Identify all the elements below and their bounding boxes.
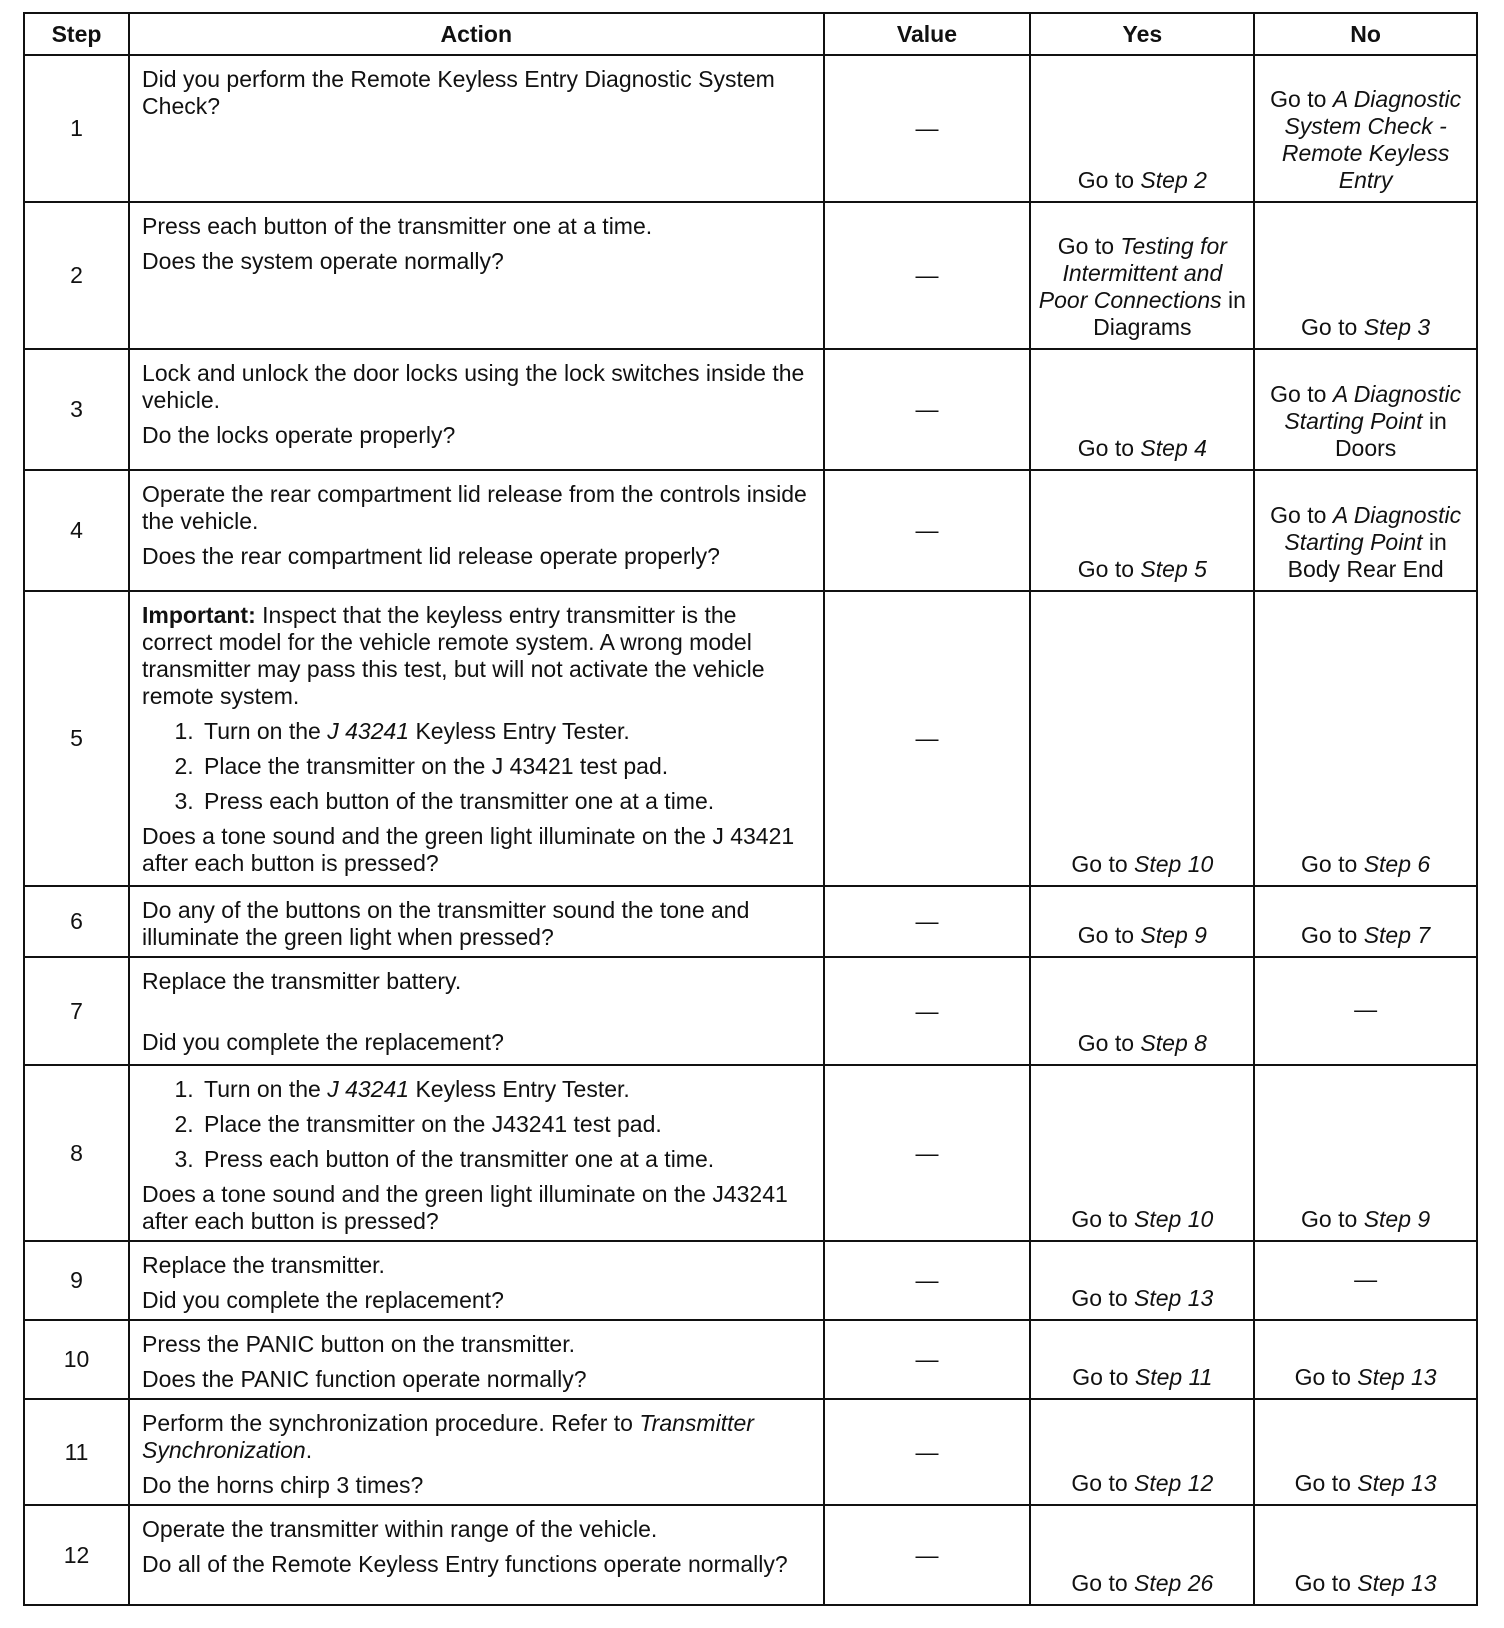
no-cell [1254, 591, 1477, 886]
value-cell: — [824, 1241, 1031, 1320]
yes-cell [1030, 1241, 1254, 1320]
table-row-7 [24, 957, 1477, 1065]
yes-step-link[interactable]: Step 11 [1134, 1364, 1213, 1390]
step-number: 6 [24, 886, 129, 957]
action-text: Replace the transmitter battery. [142, 968, 462, 994]
no-step-link[interactable]: Step 13 [1357, 1570, 1437, 1596]
yes-prefix: Go to [1071, 851, 1135, 877]
no-prefix: Go to [1301, 922, 1364, 948]
action-question: Do all of the Remote Keyless Entry functions operate normally? [142, 1551, 788, 1577]
no-cell [1254, 1065, 1477, 1241]
no-cell [1254, 1399, 1477, 1505]
procedure-item [200, 1146, 812, 1173]
action-cell [129, 1505, 823, 1605]
no-step-link[interactable]: Step 3 [1363, 314, 1431, 340]
no-cell [1254, 470, 1477, 591]
diagnostic-table [23, 12, 1478, 1606]
procedure-item [200, 1111, 812, 1138]
action-cell [129, 886, 823, 957]
no-suffix: in Body Rear End [1287, 529, 1447, 582]
no-step-link[interactable]: Step 6 [1363, 851, 1431, 877]
yes-step-link[interactable]: Testing for Intermittent and Poor Connections [1038, 233, 1227, 313]
no-cell: — [1254, 1241, 1477, 1320]
no-cell [1254, 202, 1477, 349]
important-note [142, 602, 812, 710]
no-prefix: Go to [1294, 1570, 1358, 1596]
action-cell [129, 957, 823, 1065]
table-row-12 [24, 1505, 1477, 1605]
procedure-list [142, 718, 812, 815]
step-number: 4 [24, 470, 129, 591]
action-text: Press each button of the transmitter one at a time. [142, 213, 653, 239]
yes-prefix: Go to [1077, 922, 1141, 948]
no-prefix: Go to [1301, 851, 1364, 877]
yes-cell [1030, 470, 1254, 591]
tool-reference: J 43241 [327, 718, 410, 744]
yes-cell [1030, 202, 1254, 349]
value-cell: — [824, 55, 1031, 202]
action-question: Do the locks operate properly? [142, 422, 456, 448]
no-prefix: Go to [1270, 502, 1333, 528]
yes-cell [1030, 1505, 1254, 1605]
procedure-text: Keyless Entry Tester. [409, 718, 630, 744]
action-text: Lock and unlock the door locks using the lock switches inside the vehicle. [142, 360, 805, 413]
action-question: Did you complete the replacement? [142, 1287, 504, 1313]
no-prefix: Go to [1270, 381, 1333, 407]
action-question: Does the PANIC function operate normally? [142, 1366, 587, 1392]
action-text-pre: Perform the synchronization procedure. Refer to [142, 1410, 640, 1436]
action-question: Does a tone sound and the green light illuminate on the J 43421 after each button is pressed? [142, 823, 795, 876]
yes-step-link[interactable]: Step 10 [1134, 851, 1214, 877]
action-text: Operate the rear compartment lid release from the controls inside the vehicle. [142, 481, 807, 534]
yes-cell [1030, 886, 1254, 957]
yes-step-link[interactable]: Step 12 [1134, 1470, 1214, 1496]
step-number: 7 [24, 957, 129, 1065]
table-row-1 [24, 55, 1477, 202]
action-cell [129, 1399, 823, 1505]
yes-prefix: Go to [1057, 233, 1121, 259]
procedure-text: Place the transmitter on the J 43421 test pad. [204, 753, 669, 779]
value-cell: — [824, 202, 1031, 349]
yes-prefix: Go to [1071, 1206, 1135, 1232]
table-row-5 [24, 591, 1477, 886]
table-row-11 [24, 1399, 1477, 1505]
step-number: 10 [24, 1320, 129, 1399]
table-row-4 [24, 470, 1477, 591]
step-number: 3 [24, 349, 129, 470]
header-no: No [1254, 13, 1477, 55]
action-text-post: . [305, 1437, 313, 1463]
procedure-list [142, 1076, 812, 1173]
yes-prefix: Go to [1077, 556, 1141, 582]
value-cell: — [824, 1065, 1031, 1241]
procedure-text: Keyless Entry Tester. [409, 1076, 630, 1102]
procedure-item [200, 1076, 812, 1103]
action-cell [129, 591, 823, 886]
yes-cell [1030, 1320, 1254, 1399]
no-prefix: Go to [1294, 1470, 1358, 1496]
no-cell [1254, 1320, 1477, 1399]
no-cell: — [1254, 957, 1477, 1065]
action-text: Replace the transmitter. [142, 1252, 385, 1278]
no-prefix: Go to [1301, 314, 1364, 340]
procedure-reference[interactable]: Transmitter Synchronization [142, 1410, 754, 1463]
yes-step-link[interactable]: Step 2 [1140, 167, 1207, 193]
important-text: Inspect that the keyless entry transmitter is the correct model for the vehicle remote system. A wrong model transmitter may pass this test, but will not activate the vehicle remote system. [142, 602, 765, 709]
value-cell: — [824, 957, 1031, 1065]
action-cell [129, 470, 823, 591]
no-step-link[interactable]: A Diagnostic Starting Point [1284, 381, 1462, 434]
table-row-6 [24, 886, 1477, 957]
yes-step-link[interactable]: Step 8 [1140, 1030, 1207, 1056]
no-cell [1254, 1505, 1477, 1605]
yes-cell [1030, 1065, 1254, 1241]
no-suffix: in Doors [1334, 408, 1447, 461]
header-action: Action [129, 13, 823, 55]
action-cell [129, 349, 823, 470]
header-yes: Yes [1030, 13, 1254, 55]
procedure-item [200, 753, 812, 780]
yes-cell [1030, 957, 1254, 1065]
step-number: 5 [24, 591, 129, 886]
no-prefix: Go to [1270, 86, 1333, 112]
procedure-item [200, 788, 812, 815]
yes-cell [1030, 55, 1254, 202]
header-row [24, 13, 1477, 55]
no-prefix: Go to [1294, 1364, 1358, 1390]
yes-cell [1030, 591, 1254, 886]
yes-cell [1030, 349, 1254, 470]
action-cell [129, 202, 823, 349]
step-number: 9 [24, 1241, 129, 1320]
action-text: Operate the transmitter within range of the vehicle. [142, 1516, 658, 1542]
no-cell [1254, 349, 1477, 470]
procedure-text: Press each button of the transmitter one at a time. [204, 788, 715, 814]
yes-step-link[interactable]: Step 26 [1134, 1570, 1214, 1596]
important-label: Important: [142, 602, 256, 628]
action-question: Does the rear compartment lid release operate properly? [142, 543, 720, 569]
yes-suffix: in Diagrams [1093, 287, 1246, 340]
action-question: Does the system operate normally? [142, 248, 504, 274]
action-question: Did you complete the replacement? [142, 1029, 504, 1055]
step-number: 1 [24, 55, 129, 202]
header-value: Value [824, 13, 1031, 55]
yes-cell [1030, 1399, 1254, 1505]
action-text: Do any of the buttons on the transmitter sound the tone and illuminate the green light when pressed? [142, 897, 750, 950]
no-cell [1254, 55, 1477, 202]
value-cell: — [824, 1505, 1031, 1605]
yes-prefix: Go to [1071, 1570, 1135, 1596]
step-number: 11 [24, 1399, 129, 1505]
table-row-2 [24, 202, 1477, 349]
yes-step-link[interactable]: Step 13 [1134, 1285, 1214, 1311]
procedure-text: Turn on the [204, 1076, 328, 1102]
action-question: Do the horns chirp 3 times? [142, 1472, 424, 1498]
action-text: Press the PANIC button on the transmitter. [142, 1331, 575, 1357]
yes-step-link[interactable]: Step 10 [1134, 1206, 1214, 1232]
no-step-link[interactable]: A Diagnostic System Check - Remote Keyless Entry [1281, 86, 1462, 193]
procedure-text: Turn on the [204, 718, 328, 744]
action-cell [129, 1065, 823, 1241]
action-text: Did you perform the Remote Keyless Entry Diagnostic System Check? [142, 66, 775, 119]
value-cell: — [824, 1320, 1031, 1399]
no-step-link[interactable]: A Diagnostic Starting Point [1284, 502, 1462, 555]
yes-prefix: Go to [1077, 435, 1141, 461]
procedure-item [200, 718, 812, 745]
value-cell: — [824, 349, 1031, 470]
procedure-text: Place the transmitter on the J43241 test pad. [204, 1111, 662, 1137]
yes-step-link[interactable]: Step 4 [1140, 435, 1207, 461]
step-number: 12 [24, 1505, 129, 1605]
no-step-link[interactable]: Step 13 [1357, 1364, 1437, 1390]
yes-step-link[interactable]: Step 9 [1140, 922, 1207, 948]
yes-prefix: Go to [1072, 1364, 1135, 1390]
step-number: 8 [24, 1065, 129, 1241]
tool-reference: J 43241 [327, 1076, 410, 1102]
no-prefix: Go to [1301, 1206, 1364, 1232]
value-cell: — [824, 886, 1031, 957]
action-cell [129, 1241, 823, 1320]
value-cell: — [824, 470, 1031, 591]
table-row-8 [24, 1065, 1477, 1241]
no-step-link[interactable]: Step 7 [1363, 922, 1431, 948]
action-cell [129, 55, 823, 202]
yes-step-link[interactable]: Step 5 [1140, 556, 1207, 582]
no-cell [1254, 886, 1477, 957]
yes-prefix: Go to [1071, 1470, 1135, 1496]
action-cell [129, 1320, 823, 1399]
no-step-link[interactable]: Step 13 [1357, 1470, 1437, 1496]
table-row-10 [24, 1320, 1477, 1399]
yes-prefix: Go to [1077, 167, 1141, 193]
table-row-3 [24, 349, 1477, 470]
no-step-link[interactable]: Step 9 [1363, 1206, 1431, 1232]
header-step: Step [24, 13, 129, 55]
value-cell: — [824, 1399, 1031, 1505]
action-question: Does a tone sound and the green light illuminate on the J43241 after each button is pressed? [142, 1181, 788, 1234]
action-text [142, 1410, 812, 1464]
value-cell: — [824, 591, 1031, 886]
yes-prefix: Go to [1077, 1030, 1141, 1056]
table-row-9 [24, 1241, 1477, 1320]
step-number: 2 [24, 202, 129, 349]
yes-prefix: Go to [1071, 1285, 1135, 1311]
procedure-text: Press each button of the transmitter one at a time. [204, 1146, 715, 1172]
